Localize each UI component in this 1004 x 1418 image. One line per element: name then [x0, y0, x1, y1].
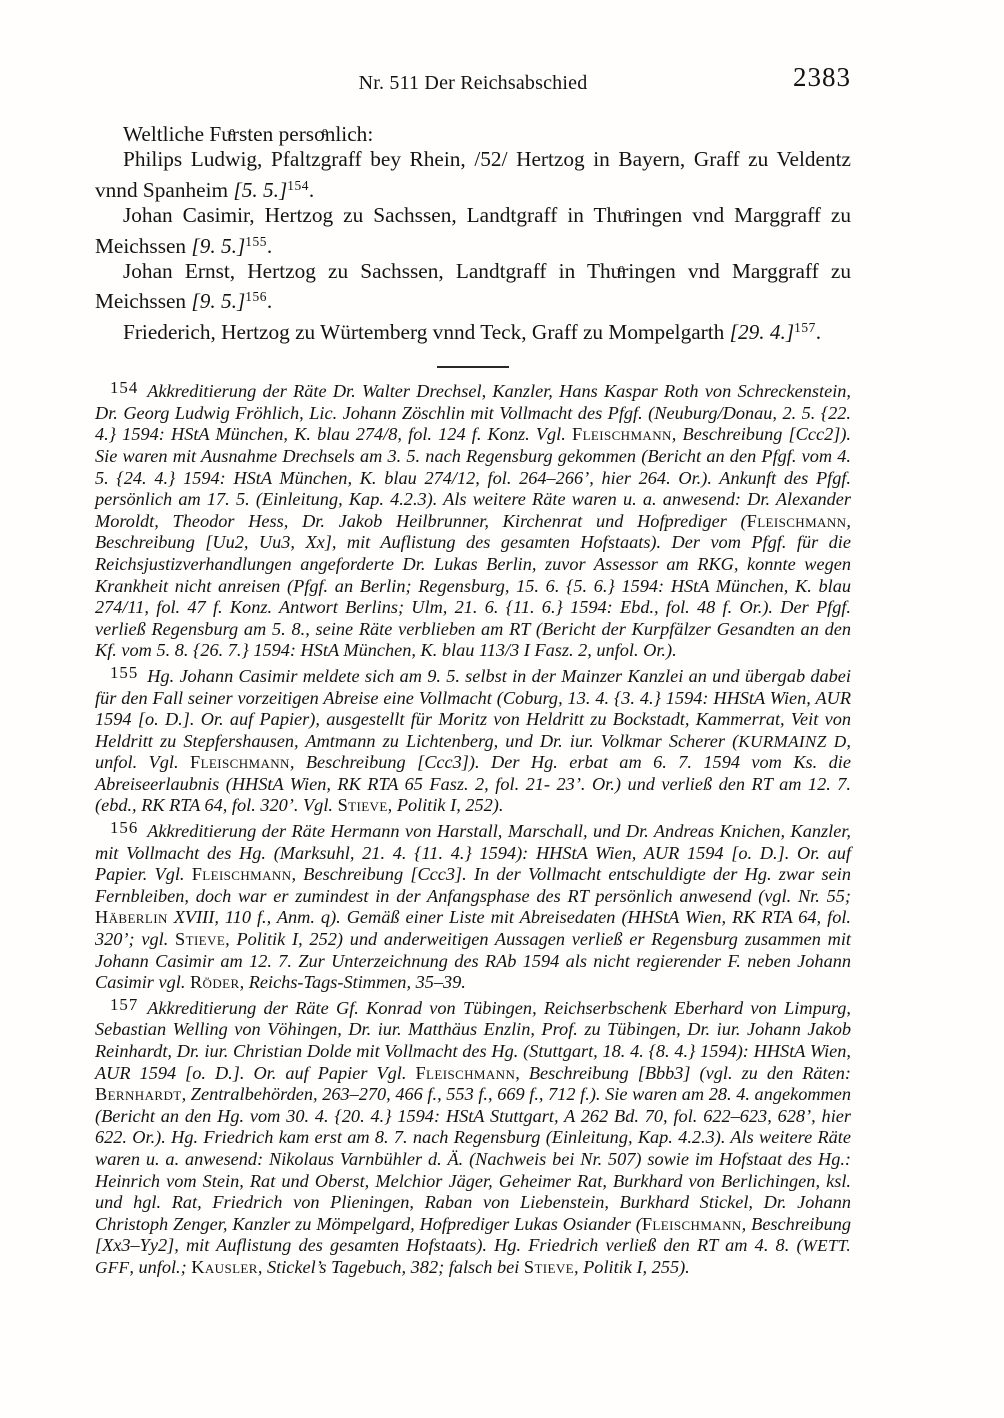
- text-run: , Reichs-Tags-Stimmen, 35–39.: [239, 972, 466, 993]
- body-paragraph: [95, 315, 851, 345]
- text-run: , Politik I, 255).: [574, 1257, 690, 1277]
- text-run: Johan Casimir, Hertzog zu Sachssen, Landtgraff in Thuͤringen vnd Marggraff zu Meichssen: [95, 203, 851, 258]
- text-run: , Beschreibung [Ccc3]). Der Hg. erbat am 6. 7. 1594 vom Ks. die Abreiseerlaubnis (HHStA Wien, RK RTA 65 Fasz. 2, fol. 21- 23’. Or.) und verließ den RT am 12. 7. (ebd., RK RTA 64, fol. 320’. Vgl.: [95, 752, 851, 816]
- footnote-ref: 156: [245, 289, 267, 305]
- footnote-ref: 155: [245, 233, 267, 249]
- cited-author-name: Röder: [189, 972, 240, 993]
- footnote-number: 157: [110, 994, 139, 1014]
- cited-author-name: Fleischmann: [190, 752, 290, 773]
- text-run: Akkreditierung der Räte Hermann von Harstall, Marschall, und Dr. Andreas Knichen, Kanzler, mit Vollmacht des Hg. (Marksuhl, 21. 4. {11. 4.} 1594): HHStA Wien, AUR 1594 [o. D.]. Or. auf Papier. Vgl.: [95, 821, 851, 885]
- cited-author-name: Bernhardt: [95, 1084, 182, 1105]
- cited-author-name: Kausler: [191, 1257, 258, 1277]
- text-run: , Politik I, 252) und anderweitigen Aussagen verließ er Regensburg zusammen mit Johann Casimir am 12. 7. Zur Unterzeichnung des RAb 1594 als nicht regierender F. neben Johann Casimir vgl.: [95, 929, 851, 993]
- text-run: , Beschreibung [Bbb3] (vgl. zu den Räten:: [515, 1062, 851, 1083]
- text-run: Johan Ernst, Hertzog zu Sachssen, Landtgraff in Thuͤringen vnd Marggraff zu Meichssen: [95, 258, 851, 314]
- running-title: Nr. 511 Der Reichsabschied: [358, 72, 588, 94]
- text-run: Philips Ludwig, Pfaltzgraff bey Rhein, /52/ Hertzog in Bayern, Graff zu Veldentz vnnd Spanheim: [95, 147, 851, 202]
- text-run: .: [308, 177, 315, 202]
- running-header: [95, 62, 851, 98]
- text-run: , Stickel’s Tagebuch, 382; falsch bei: [257, 1257, 524, 1277]
- body-paragraph: [95, 147, 851, 203]
- footnote: [95, 377, 851, 662]
- footnote-ref: 154: [287, 177, 309, 193]
- date-bracket: [9. 5.]: [191, 289, 246, 314]
- text-run: .: [266, 233, 273, 258]
- cited-author-name: Stieve: [175, 929, 226, 950]
- footnote-number: 154: [110, 378, 139, 398]
- text-run: , Zentralbehörden, 263–270, 466 f., 553 f., 669 f., 712 f.). Sie waren am 28. 4. angekommen (Bericht an den Hg. vom 30. 4. {20. 4.} 1594: HStA Stuttgart, A 262 Bd. 70, fol. 622–623, 628’, hier 622. Or.). Hg. Friedrich kam erst am 8. 7. nach Regensburg (Einleitung, Kap. 4.2.3). Als weitere Räte waren u. a. anwesend: Nikolaus Varnbühler d. Ä. (Nachweis bei Nr. 507) sowie im Hofstaat des Hg.: Heinrich vom Stein, Rat und Oberst, Melchior Jäger, Geheimer Rat, Burkhard von Berlichingen, ksl. und hgl. Rat, Friedrich von Plieningen, Raban von Liebenstein, Burkhard Stickel, Dr. Johann Christoph Zenger, Kanzler zu Mömpelgard, Hofprediger Lukas Osiander (: [95, 1084, 851, 1234]
- footnote: [95, 817, 851, 994]
- text-run: , unfol.;: [129, 1257, 192, 1277]
- text-run: , Beschreibung [Uu2, Uu3, Xx], mit Auflistung des gesamten Hofstaats). Der vom Pfgf. für die Reichsjustizverhandlungen angeforderte Dr. Lukas Berlin, zuvor Assessor am RKG, konnte wegen Krankheit nicht anreisen (Pfgf. an Berlin; Regensburg, 15. 6. {5. 6.} 1594: HStA München, K. blau 274/11, fol. 47 f. Konz. Antwort Berlins; Ulm, 21. 6. {11. 6.} 1594: Ebd., fol. 48 f. Or.). Der Pfgf. verließ Regensburg am 5. 8., seine Räte verblieben am RT (Bericht der Kurpfälzer Gesandten an den Kf. vom 5. 8. {26. 7.} 1594: HStA München, K. blau 113/3 I Fasz. 2, unfol. Or.).: [95, 510, 851, 661]
- archive-sigle: KURMAINZ D: [738, 731, 847, 751]
- date-bracket: [9. 5.]: [191, 233, 246, 258]
- text-block: [95, 62, 851, 1279]
- cited-author-name: Fleischmann: [415, 1062, 516, 1083]
- footnote-separator: [437, 366, 509, 368]
- text-run: , unfol. Vgl.: [95, 730, 851, 773]
- cited-author-name: Häberlin: [95, 907, 168, 928]
- text-run: .: [266, 289, 273, 314]
- date-bracket: [5. 5.]: [233, 177, 288, 202]
- text-run: Akkreditierung der Räte Dr. Walter Drechsel, Kanzler, Hans Kaspar Roth von Schreckenstein, Dr. Georg Ludwig Fröhlich, Lic. Johann Zöschlin mit Vollmacht des Pfgf. (Neuburg/Donau, 2. 5. {22. 4.} 1594: HStA München, K. blau 274/8, fol. 124 f. Konz. Vgl.: [95, 381, 851, 445]
- text-run: , Politik I, 252).: [387, 795, 504, 816]
- body-paragraph: [95, 122, 851, 147]
- footnote-number: 155: [110, 662, 139, 682]
- text-run: , Beschreibung [Ccc2]). Sie waren mit Ausnahme Drechsels am 3. 5. nach Regensburg gekommen (Bericht an den Pfgf. vom 4. 5. {24. 4.} 1594: HStA München, K. blau 274/12, fol. 264–266’, hier 264. Or.). Ankunft des Pfgf. persönlich am 17. 5. (Einleitung, Kap. 4.2.3). Als weitere Räte waren u. a. anwesend: Dr. Alexander Moroldt, Theodor Hess, Dr. Jakob Heilbrunner, Kirchenrat und Hofprediger (: [95, 424, 851, 531]
- cited-author-name: Fleischmann: [641, 1213, 742, 1234]
- body-paragraph: [95, 259, 851, 315]
- text-run: Hg. Johann Casimir meldete sich am 9. 5. selbst in der Mainzer Kanzlei an und übergab dabei für den Fall seiner vorzeitigen Abreise eine Vollmacht (Coburg, 13. 4. {3. 4.} 1594: HHStA Wien, AUR 1594 [o. D.]. Or. auf Papier), ausgestellt für Moritz von Heldritt zu Bockstadt, Kammerrat, Veit von Heldritt zu Stepfershausen, Amtmann zu Lichtenberg, und Dr. iur. Volkmar Scherer (: [95, 665, 851, 751]
- footnote-number: 156: [110, 818, 139, 838]
- cited-author-name: Fleischmann: [572, 424, 672, 445]
- text-run: XVIII, 110 f., Anm. q). Gemäß einer Liste mit Abreisedaten (HHStA Wien, RK RTA 64, fol. 320’; vgl.: [95, 907, 851, 950]
- date-bracket: [29. 4.]: [729, 319, 795, 344]
- footnotes-section: [95, 377, 851, 1278]
- cited-author-name: Stieve: [337, 795, 388, 816]
- cited-author-name: Fleischmann: [746, 510, 847, 531]
- cited-author-name: Stieve: [523, 1257, 574, 1277]
- archive-sigle: WETT. GFF: [95, 1236, 851, 1277]
- footnote: [95, 662, 851, 817]
- text-run: , Beschreibung [Xx3–Yy2], mit Auflistung des gesamten Hofstaats). Hg. Friedrich verließ den RT am 4. 8. (: [95, 1213, 851, 1256]
- text-run: Akkreditierung der Räte Gf. Konrad von Tübingen, Reichserbschenk Eberhard von Limpurg, Sebastian Welling von Vöhingen, Dr. iur. Matthäus Enzlin, Prof. zu Tübingen, Dr. iur. Johann Jakob Reinhardt, Dr. iur. Christian Dolde mit Vollmacht des Hg. (Stuttgart, 18. 4. {8. 4.} 1594): HHStA Wien, AUR 1594 [o. D.]. Or. auf Papier Vgl.: [95, 997, 851, 1083]
- footnote-ref: 157: [794, 319, 816, 335]
- text-run: Friederich, Hertzog zu Würtemberg vnnd Teck, Graff zu Mompelgarth: [123, 319, 730, 344]
- page-number: 2383: [793, 62, 851, 92]
- text-run: , Beschreibung [Ccc3]. In der Vollmacht entschuldigte der Hg. zwar sein Fernbleiben, doch war er zumindest in der Anfangsphase des RT persönlich anwesend (vgl. Nr. 55;: [95, 864, 851, 906]
- cited-author-name: Fleischmann: [191, 864, 292, 885]
- text-run: .: [815, 319, 822, 344]
- main-text: [95, 122, 851, 345]
- body-paragraph: [95, 203, 851, 259]
- text-run: Weltliche Fuͤrsten persoͤnlich:: [123, 122, 374, 146]
- footnote: [95, 994, 851, 1279]
